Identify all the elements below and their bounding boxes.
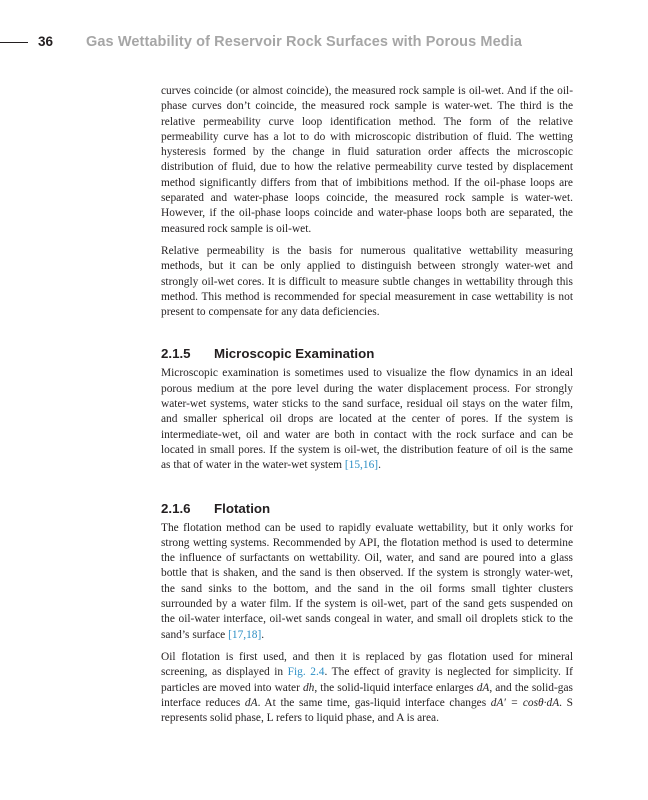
citation-link[interactable]: [15,16] (344, 459, 379, 472)
paragraph-relative-permeability-loops: curves coincide (or almost coincide), the measured rock sample is oil-wet. And if the oil-phase curves don’t coincide, the measured rock sample is water-wet. The third is the relative permeability curve loop identification method. The form of the relative permeability curve has a lot to do with microscopic distribution of fluid. The wetting hysteresis formed by the change in fluid saturation order affects the microscopic distribution of fluid, due to how the relative permeability curve tested by displacement method significantly differs from that of imbibitions method. If the oil-phase loops are separated and water-phase loops coincide, the measured rock sample is water-wet. However, if the oil-phase loops coincide and water-phase loops both are separated, the measured rock sample is oil-wet. (161, 85, 573, 235)
section-heading-flotation (161, 500, 573, 517)
page-number: 36 (38, 34, 54, 49)
body-text (161, 84, 573, 733)
paragraph-gas-flotation (161, 650, 573, 726)
running-header (0, 34, 648, 54)
section-number: 2.1.6 (161, 500, 191, 516)
math-dA: dA (244, 696, 258, 709)
paragraph-relative-permeability-basis: Relative permeability is the basis for numerous qualitative wettability measuring methods, but it can be only applied to distinguish between strongly water-wet and strongly oil-wet cores. It is difficult to measure subtle changes in wettability through this method. This method is recommended for special measurement in case wettability is not present to compensate for any data deficiencies. (161, 244, 573, 319)
paragraph-microscopic-examination (161, 366, 573, 473)
section-heading-microscopic-examination (161, 345, 573, 362)
figure-link[interactable]: Fig. 2.4 (287, 666, 325, 679)
paragraph-text: . At the same time, gas-liquid interface changes (257, 696, 487, 709)
math-dA: dA (476, 681, 490, 694)
sentence-end: . (378, 459, 381, 472)
paragraph-flotation-method (161, 521, 573, 643)
sentence-end: . (261, 628, 265, 641)
paragraph-text: . S represents solid phase, L refers to liquid phase, and A is area. (161, 696, 573, 725)
citation-link[interactable]: [17,18] (228, 628, 262, 641)
section-title: Flotation (214, 500, 271, 516)
header-rule (0, 42, 28, 43)
paragraph-text: Microscopic examination is sometimes used to visualize the flow dynamics in an ideal porous medium at the pore level during the water displacement process. For strongly water-wet systems, water sticks to the sand surface, residual oil stays on the water film, and smaller spherical oil drops are located at the center of pores. If the system is intermediate-wet, oil and water are both in contact with the rock surface and can be located in small pores. If the system is oil-wet, the distribution feature of oil is the same as that of water in the water-wet system (161, 367, 573, 472)
math-equation: dA′ = cosθ·dA (490, 696, 560, 709)
section-number: 2.1.5 (161, 346, 191, 362)
paragraph-text: , and the solid-gas interface reduces (161, 681, 573, 709)
paragraph-text: Oil flotation is first used, and then it is replaced by gas flotation used for mineral screening, as displayed in (161, 650, 573, 679)
math-dh: dh (302, 681, 315, 694)
running-title: Gas Wettability of Reservoir Rock Surfaces with Porous Media (86, 34, 523, 50)
paragraph-text: The flotation method can be used to rapidly evaluate wettability, but it only works for strong wetting systems. Recommended by API, the flotation method is used to determine the influence of surfactants on wettability. Oil, water, and sand are poured into a glass bottle that is shaken, and the sand is then observed. If the system is strongly water-wet, the sand sinks to the bottom, and the sand in the oil forms small tighter clusters surrounded by a water film. If the system is oil-wet, part of the sand gets suspended on the oil-water interface, oil-wet sands congeal in water, and small oil droplets stick to the sand’s surface (161, 521, 573, 641)
paragraph-text: , the solid-liquid interface enlarges (314, 681, 474, 694)
paragraph-text: . The effect of gravity is neglected for simplicity. If particles are moved into water (161, 666, 573, 694)
section-title: Microscopic Examination (214, 346, 375, 362)
